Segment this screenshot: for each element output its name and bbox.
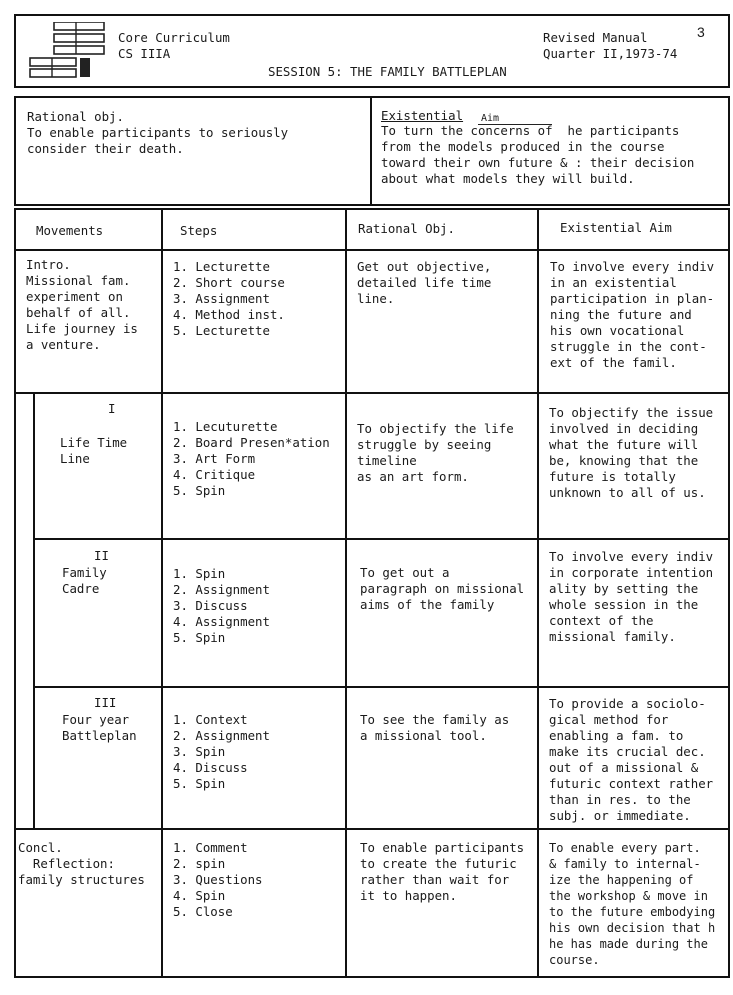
column-header-steps: Steps — [180, 223, 218, 238]
existential-cell: To involve every indiv in corporate intention ality by setting the whole session in the context of the missional family. — [549, 549, 714, 644]
existential-aim-text: To turn the concerns of he participants from the models produced in the course toward their own future & : their decision about what models they will build. — [381, 123, 695, 186]
steps-cell: 1. Lecturette 2. Short course 3. Assignment 4. Method inst. 5. Lecturette — [173, 259, 285, 338]
row-divider-4 — [14, 828, 730, 830]
rational-objective-label: Rational obj. — [27, 109, 124, 124]
row-divider-1 — [14, 392, 730, 394]
movement-cell: Concl. Reflection: family structures — [18, 840, 145, 887]
col-divider-1 — [161, 208, 163, 978]
existential-cell: To enable every part. & family to internal- ize the happening of the workshop & move in to the future embodying his own decision that h he has made during the course. — [549, 841, 716, 967]
quarter-label: Quarter II,1973-74 — [543, 46, 678, 61]
movement-cell: Life Time Line — [60, 435, 128, 466]
page-number: 3 — [697, 24, 705, 40]
col-divider-2 — [345, 208, 347, 978]
existential-cell: To objectify the issue involved in deciding what the future will be, knowing that the future is totally unknown to all of us. — [549, 405, 714, 500]
row-divider-2 — [33, 538, 730, 540]
existential-cell: To involve every indiv in an existential participation in plan- ning the future and his own vocational struggle in the cont- ext of the famil. — [550, 259, 715, 370]
existential-aim-label-suffix: Aim — [481, 113, 500, 124]
rational-cell: Get out objective, detailed life time line. — [357, 259, 492, 306]
existential-aim-label: Existential — [381, 108, 464, 123]
movement-cell: Intro. Missional fam. experiment on behalf of all. Life journey is a venture. — [26, 257, 138, 352]
column-header-rational: Rational Obj. — [358, 221, 455, 236]
row-divider-3 — [33, 686, 730, 688]
rational-objective-text: To enable participants to seriously consider their death. — [27, 125, 289, 156]
steps-cell: 1. Spin 2. Assignment 3. Discuss 4. Assignment 5. Spin — [173, 566, 270, 645]
session-title: SESSION 5: THE FAMILY BATTLEPLAN — [268, 64, 507, 79]
col-divider-3 — [537, 208, 539, 978]
movement-cell: Family Cadre — [62, 565, 107, 596]
rational-cell: To see the family as a missional tool. — [360, 712, 510, 743]
movement-numeral: II — [94, 548, 109, 563]
curriculum-grid-logo — [28, 22, 106, 80]
movement-numeral: III — [94, 695, 117, 710]
movement-numeral: I — [108, 401, 116, 416]
column-header-existential: Existential Aim — [560, 220, 672, 235]
org-name: Core Curriculum — [118, 30, 230, 45]
movement-cell: Four year Battleplan — [62, 712, 137, 743]
steps-cell: 1. Lecuturette 2. Board Presen*ation 3. Art Form 4. Critique 5. Spin — [173, 419, 330, 498]
rational-cell: To get out a paragraph on missional aims of the family — [360, 565, 525, 612]
steps-cell: 1. Context 2. Assignment 3. Spin 4. Discuss 5. Spin — [173, 712, 270, 791]
rational-cell: To enable participants to create the futuric rather than wait for it to happen. — [360, 840, 525, 903]
rational-cell: To objectify the life struggle by seeing timeline as an art form. — [357, 421, 514, 484]
column-header-movements: Movements — [36, 223, 104, 238]
revision-label: Revised Manual — [543, 30, 648, 45]
subsection-bracket — [33, 393, 35, 829]
header-row-divider — [14, 249, 730, 251]
existential-cell: To provide a sociolo- gical method for enabling a fam. to make its crucial dec. out of a missional & futuric context rather than in res. to the subj. or immediate. — [549, 696, 714, 823]
course-code: CS IIIA — [118, 46, 171, 61]
steps-cell: 1. Comment 2. spin 3. Questions 4. Spin 5. Close — [173, 840, 263, 919]
